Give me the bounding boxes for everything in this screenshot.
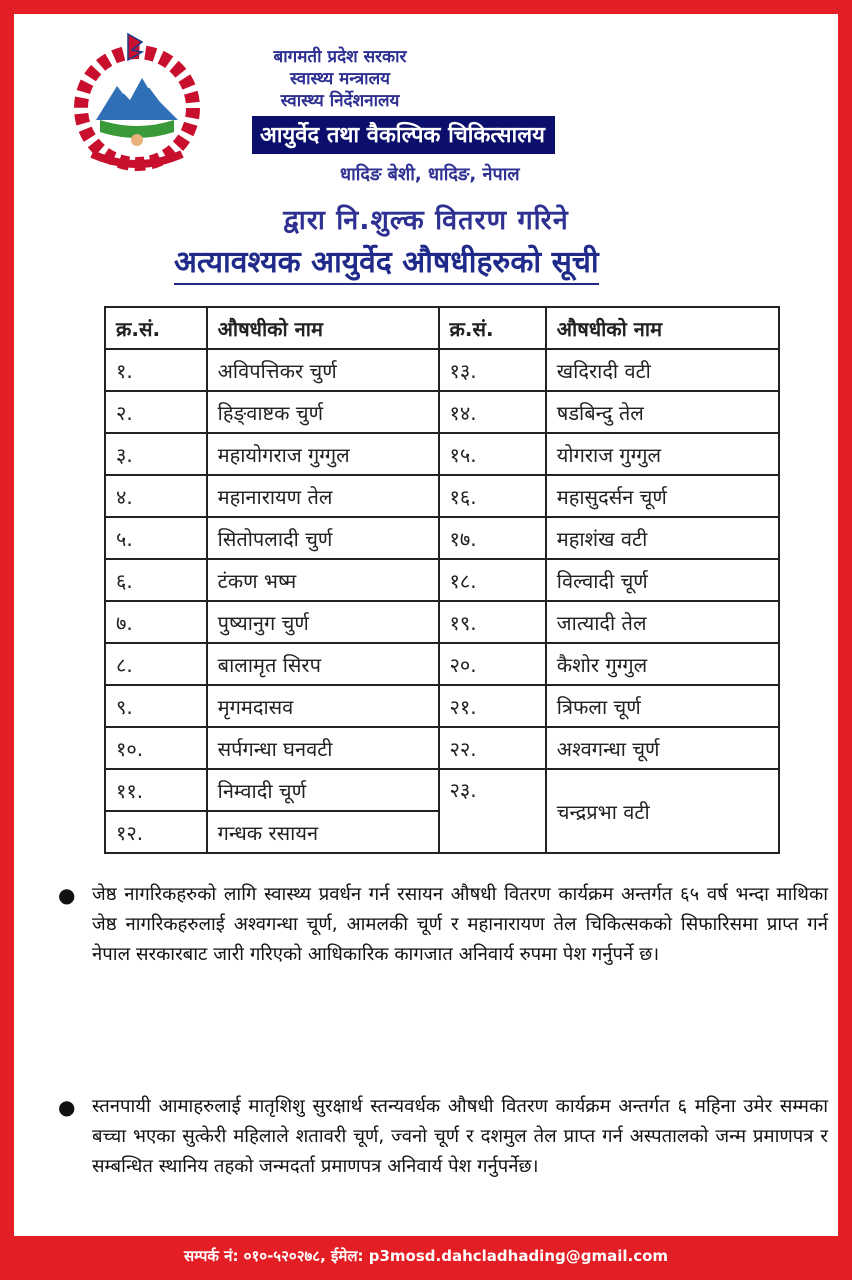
header-serial-right: क्र.सं. bbox=[439, 307, 546, 349]
cell-serial: ६. bbox=[105, 559, 207, 601]
cell-serial: १. bbox=[105, 349, 207, 391]
cell-serial: १६. bbox=[439, 475, 546, 517]
cell-name: बालामृत सिरप bbox=[207, 643, 439, 685]
org-name-banner: आयुर्वेद तथा वैकल्पिक चिकित्सालय bbox=[252, 116, 555, 154]
cell-name: हिङ्वाष्टक चुर्ण bbox=[207, 391, 439, 433]
cell-serial: १७. bbox=[439, 517, 546, 559]
cell-serial: १८. bbox=[439, 559, 546, 601]
cell-serial-merged: २३. bbox=[439, 769, 546, 853]
table-row bbox=[105, 391, 779, 433]
gov-line-directorate: स्वास्थ्य निर्देशनालय bbox=[280, 91, 400, 111]
cell-name: अविपत्तिकर चुर्ण bbox=[207, 349, 439, 391]
cell-serial: ९. bbox=[105, 685, 207, 727]
cell-serial: १२. bbox=[105, 811, 207, 853]
cell-serial: ८. bbox=[105, 643, 207, 685]
footer-contact: सम्पर्क नं: ०१०-५२०२७८, ईमेल: p3mosd.dahcladhading@gmail.com bbox=[183, 1247, 669, 1265]
medicine-table bbox=[104, 306, 780, 854]
header-serial-left: क्र.सं. bbox=[105, 307, 207, 349]
header-name-left: औषधीको नाम bbox=[207, 307, 439, 349]
cell-name: गन्धक रसायन bbox=[207, 811, 439, 853]
note-senior-citizens bbox=[58, 880, 828, 970]
cell-name: महानारायण तेल bbox=[207, 475, 439, 517]
note-nursing-mothers bbox=[58, 1092, 828, 1182]
cell-name: मृगमदासव bbox=[207, 685, 439, 727]
table-row bbox=[105, 601, 779, 643]
cell-serial: २२. bbox=[439, 727, 546, 769]
cell-name: खदिरादी वटी bbox=[546, 349, 779, 391]
cell-serial: १९. bbox=[439, 601, 546, 643]
cell-name: अश्वगन्धा चूर्ण bbox=[546, 727, 779, 769]
cell-name: योगराज गुग्गुल bbox=[546, 433, 779, 475]
note-text: स्तनपायी आमाहरुलाई मातृशिशु सुरक्षार्थ स्तन्यवर्धक औषधी वितरण कार्यक्रम अन्तर्गत ६ महिना उमेर सम्मका बच्चा भएका सुत्केरी महिलाले शतावरी चूर्ण, ज्वनो चूर्ण र दशमुल तेल प्राप्त गर्न अस्पतालको जन्म प्रमाणपत्र र सम्बन्धित स्थानिय तहको जन्मदर्ता प्रमाणपत्र अनिवार्य पेश गर्नुपर्नेछ। bbox=[92, 1096, 828, 1177]
cell-name: महाशंख वटी bbox=[546, 517, 779, 559]
table-row bbox=[105, 475, 779, 517]
cell-name: कैशोर गुग्गुल bbox=[546, 643, 779, 685]
table-row bbox=[105, 349, 779, 391]
table-row bbox=[105, 433, 779, 475]
cell-name: महायोगराज गुग्गुल bbox=[207, 433, 439, 475]
cell-serial: ७. bbox=[105, 601, 207, 643]
table-row bbox=[105, 727, 779, 769]
cell-name: षडबिन्दु तेल bbox=[546, 391, 779, 433]
cell-name: निम्वादी चूर्ण bbox=[207, 769, 439, 811]
cell-serial: १३. bbox=[439, 349, 546, 391]
bullet-icon: ● bbox=[58, 1095, 76, 1119]
table-row bbox=[105, 685, 779, 727]
cell-name: जात्यादी तेल bbox=[546, 601, 779, 643]
cell-name: त्रिफला चूर्ण bbox=[546, 685, 779, 727]
cell-serial: १५. bbox=[439, 433, 546, 475]
cell-serial: २०. bbox=[439, 643, 546, 685]
gov-line-province: बागमती प्रदेश सरकार bbox=[273, 47, 407, 67]
table-header-row bbox=[105, 307, 779, 349]
cell-name: सितोपलादी चुर्ण bbox=[207, 517, 439, 559]
table-row bbox=[105, 769, 779, 811]
cell-serial: २१. bbox=[439, 685, 546, 727]
cell-serial: १०. bbox=[105, 727, 207, 769]
header-name-right: औषधीको नाम bbox=[546, 307, 779, 349]
table-row bbox=[105, 643, 779, 685]
table-row bbox=[105, 559, 779, 601]
cell-name-merged: चन्द्रप्रभा वटी bbox=[546, 769, 779, 853]
cell-name: सर्पगन्धा घनवटी bbox=[207, 727, 439, 769]
cell-serial: ३. bbox=[105, 433, 207, 475]
bullet-icon: ● bbox=[58, 883, 76, 907]
gov-line-ministry: स्वास्थ्य मन्त्रालय bbox=[290, 69, 390, 89]
cell-serial: ५. bbox=[105, 517, 207, 559]
cell-serial: २. bbox=[105, 391, 207, 433]
cell-name: पुष्यानुग चुर्ण bbox=[207, 601, 439, 643]
cell-name: टंकण भष्म bbox=[207, 559, 439, 601]
cell-name: विल्वादी चूर्ण bbox=[546, 559, 779, 601]
table-body bbox=[105, 349, 779, 853]
address: धादिङ बेशी, धादिङ, नेपाल bbox=[340, 164, 520, 185]
subtitle: द्वारा नि.शुल्क वितरण गरिने bbox=[283, 205, 569, 236]
cell-serial: ४. bbox=[105, 475, 207, 517]
cell-serial: ११. bbox=[105, 769, 207, 811]
note-text: जेष्ठ नागरिकहरुको लागि स्वास्थ्य प्रवर्धन गर्न रसायन औषधी वितरण कार्यक्रम अन्तर्गत ६५ वर्ष भन्दा माथिका जेष्ठ नागरिकहरुलाई अश्वगन्धा चूर्ण, आमलकी चूर्ण र महानारायण तेल चिकित्सकको सिफारिसमा प्राप्त गर्न नेपाल सरकारबाट जारी गरिएको आधिकारिक कागजात अनिवार्य रुपमा पेश गर्नुपर्ने छ। bbox=[92, 884, 828, 965]
table-row bbox=[105, 517, 779, 559]
cell-serial: १४. bbox=[439, 391, 546, 433]
page-title: अत्यावश्यक आयुर्वेद औषधीहरुको सूची bbox=[174, 240, 599, 285]
cell-name: महासुदर्सन चूर्ण bbox=[546, 475, 779, 517]
